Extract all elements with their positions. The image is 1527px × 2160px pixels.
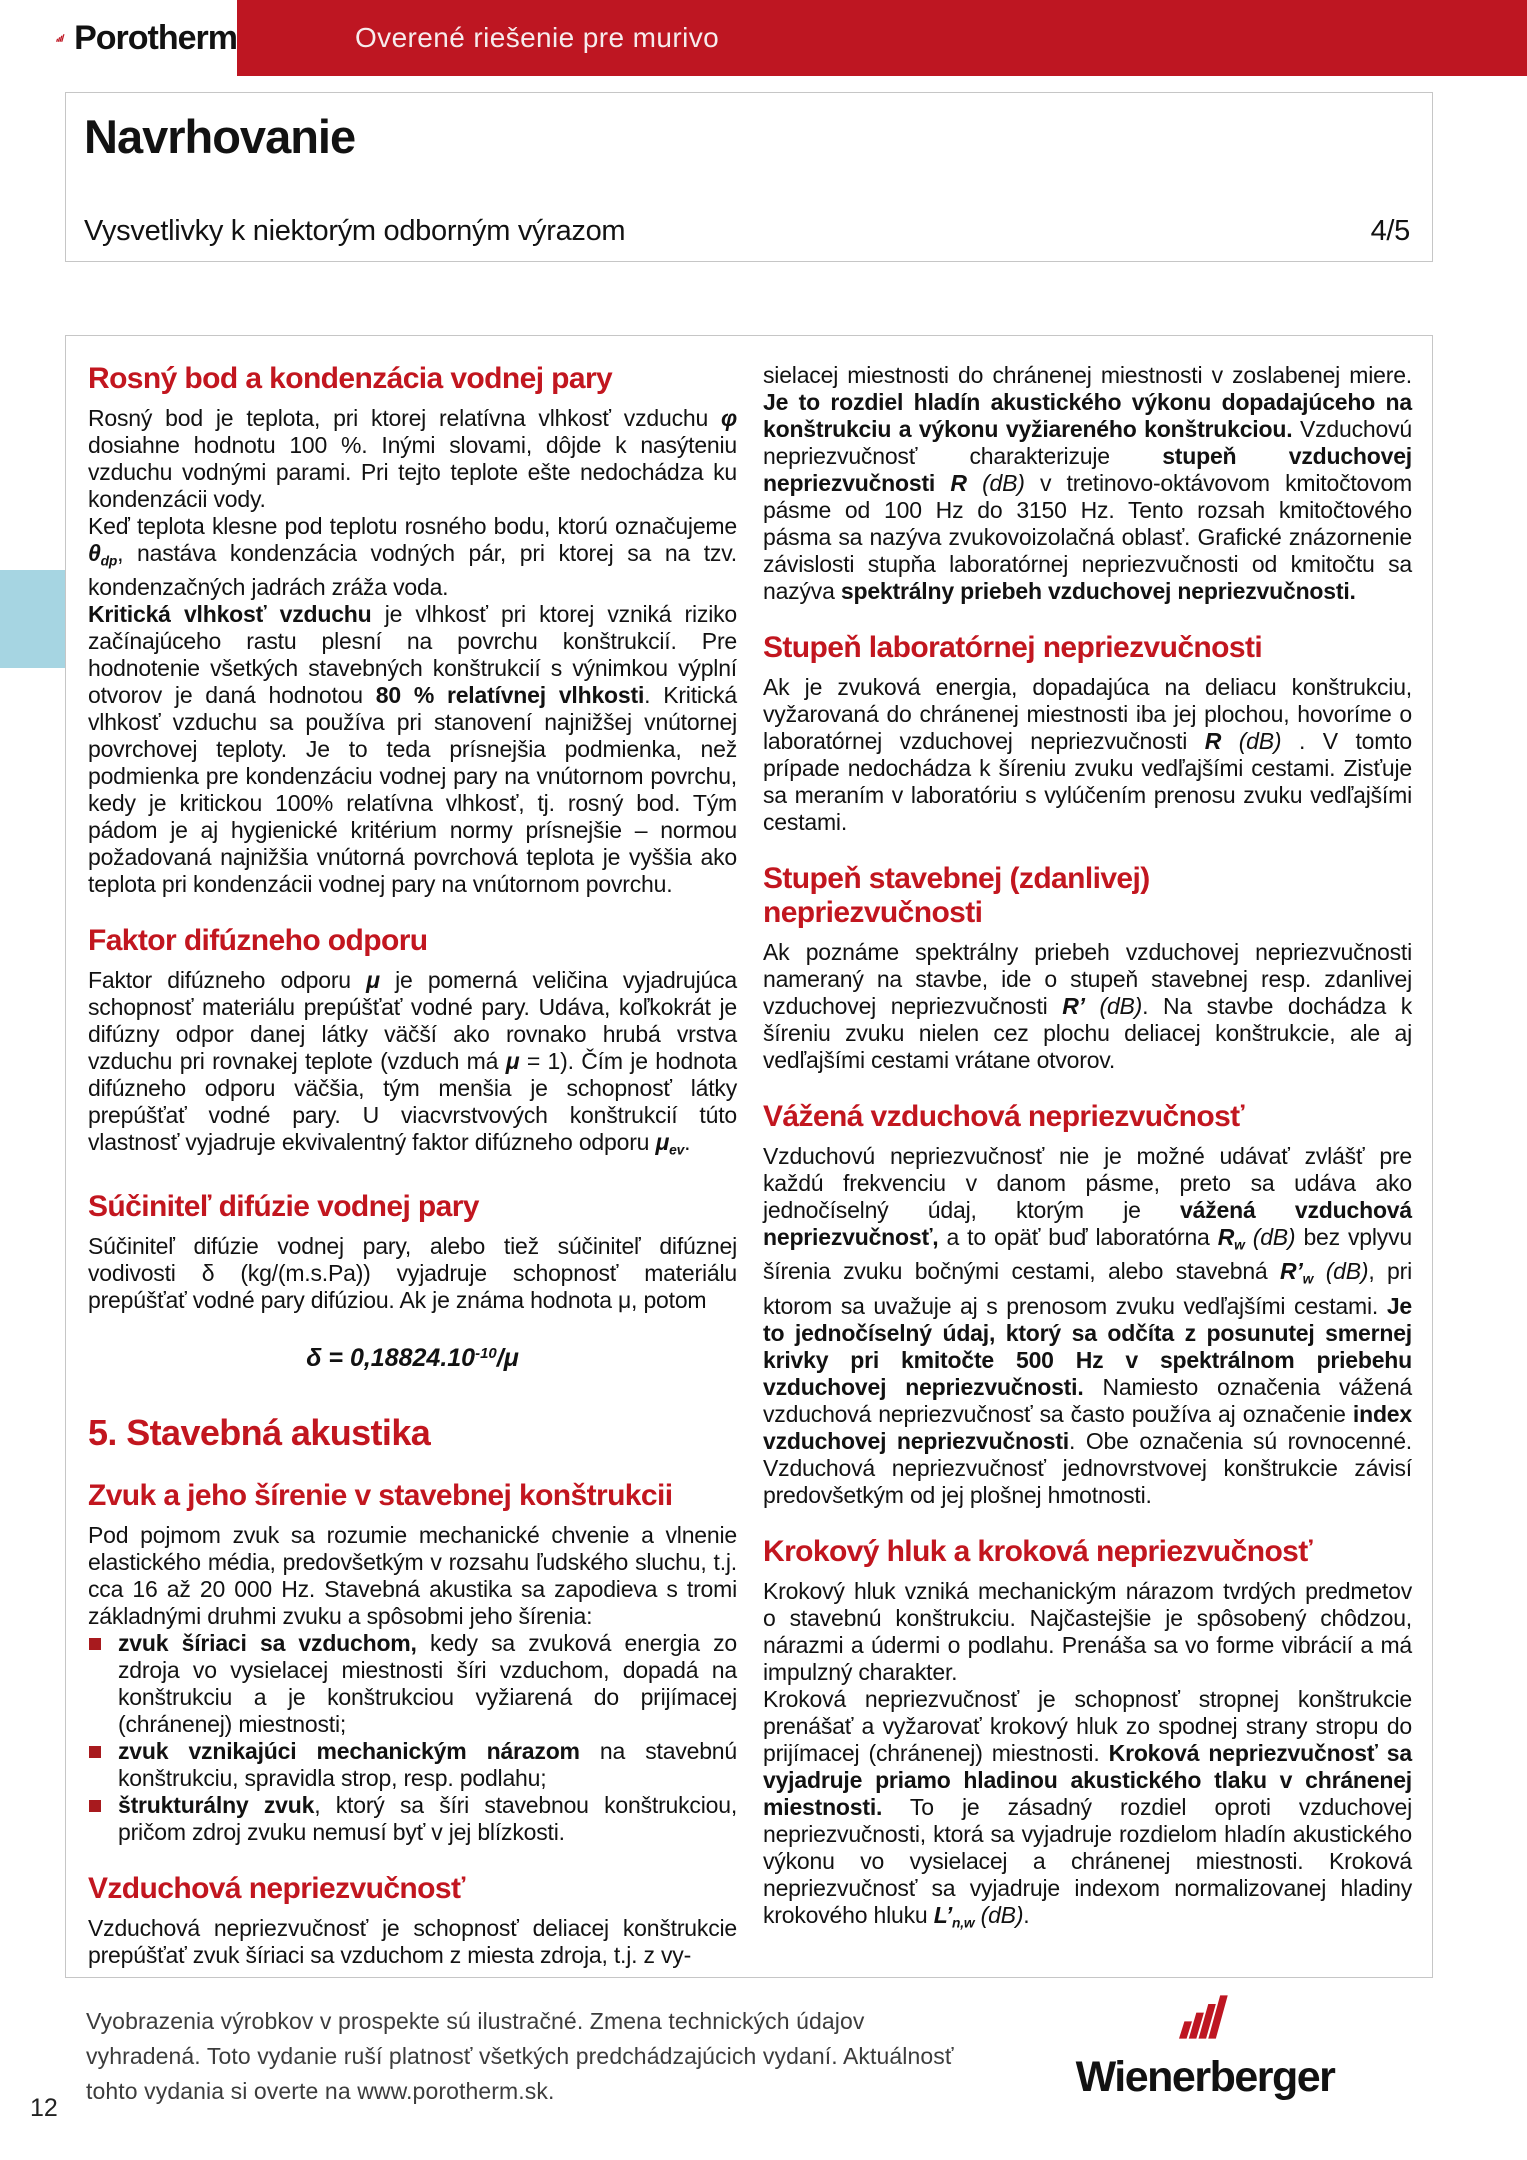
title-block [65, 92, 1433, 262]
paragraph: Vzduchová nepriezvučnosť je schopnosť deliacej konštrukcie prepúšťať zvuk šíriaci sa vzduchom z miesta zdroja, t.j. z vy- [88, 1914, 737, 1968]
porotherm-logo-text: Porotherm [74, 18, 237, 57]
section-heading-weighted-insulation: Vážená vzduchová nepriezvučnosť [763, 1100, 1244, 1133]
page-indicator: 4/5 [1370, 215, 1410, 247]
subtitle-row [84, 215, 1410, 248]
bullet-square-icon [89, 1746, 101, 1758]
section-heading-apparent-insulation: Stupeň stavebnej (zdanlivej) nepriezvučnosti [763, 862, 1150, 929]
bullet-square-icon [89, 1800, 101, 1812]
paragraph: Krokový hluk vzniká mechanickým nárazom tvrdých predmetov o stavebnú konštrukciu. Najčastejšie je spôsobený chôdzou, nárazmi a údermi o podlahu. Prenáša sa vo forme vibrácií a má impulzný charakter. [763, 1577, 1412, 1685]
formula: $\delta = 0,18824.10^{-10}/\mu$ [306, 1343, 519, 1372]
section-heading-airborne-insulation: Vzduchová nepriezvučnosť [88, 1871, 465, 1905]
paragraph: Kroková nepriezvučnosť je schopnosť stropnej konštrukcie prenášať a vyžarovať krokový hluk zo spodnej strany stropu do prijímacej (chránenej) miestnosti. Kroková nepriezvučnosť sa vyjadruje priamo hladinou akustického tlaku v chránenej miestnosti. To je zásadný rozdiel oproti vzduchovej nepriezvučnosti, ktorá sa vyjadruje rozdielom hladín akustického výkonu vo vysielacej a chránenej miestnosti. Kroková nepriezvučnosť sa vyjadruje indexom normalizovanej hladiny krokového hluku L’n,w (dB). [763, 1685, 1412, 1931]
left-column [88, 358, 738, 1968]
bullet-square-icon [89, 1638, 101, 1650]
chapter-heading-acoustics: 5. Stavebná akustika [88, 1411, 431, 1453]
paragraph: Keď teplota klesne pod teplotu rosného bodu, ktorú označujeme θdp, nastáva kondenzácia vodných pár, pri ktorej sa na tzv. kondenzačných jadrách zráža voda. [88, 513, 737, 601]
header-banner [237, 0, 1527, 76]
header-tagline: Overené riešenie pre murivo [355, 22, 720, 53]
section-heading-diffusion-factor: Faktor difúzneho odporu [88, 924, 428, 958]
right-column [763, 358, 1412, 1959]
wienerberger-logo [1040, 1988, 1370, 2102]
paragraph: Faktor difúzneho odporu μ je pomerná veličina vyjadrujúca schopnosť materiálu prepúšťať vodné pary. Udáva, koľkokrát je difúzny odpor danej látky väčší ako rovnako hrubá vrstva vzduchu pri rovnakej teplote (vzduch má μ = 1). Čím je hodnota difúzneho odporu väčšia, tým menšia je schopnosť látky prepúšťať vodné pary. U viacvrstvových konštrukcií túto vlastnosť vyjadruje ekvivalentný faktor difúzneho odporu μev. [88, 967, 737, 1158]
section-heading-lab-insulation: Stupeň laboratórnej nepriezvučnosti [763, 631, 1263, 664]
paragraph: Kritická vlhkosť vzduchu je vlhkosť pri ktorej vzniká riziko začínajúceho rastu plesní na povrchu konštrukcií. Pre hodnotenie všetkých stavebných konštrukcií s výnimkou výplní otvorov je daná hodnotou 80 % relatívnej vlhkosti. Kritická vlhkosť vzduchu sa používa pri stanovení najnižšej vnútornej povrchovej teploty. Je to teda prísnejšia podmienka, než podmienka pre kondenzáciu vodnej pary na vnútornom povrchu, kedy je kritickou 100% relatívna vlhkosť, tj. rosný bod. Tým pádom je aj hygienické kritérium normy prísnejšie – normou požadovaná najnižšia vnútorná povrchová teplota je vyššia ako teplota pri kondenzácii vodnej pary na vnútornom povrchu. [88, 601, 738, 898]
section-heading-sound-propagation: Zvuk a jeho šírenie v stavebnej konštrukcii [88, 1478, 673, 1512]
porotherm-flame-icon [56, 17, 65, 59]
page-number: 12 [30, 2094, 58, 2122]
paragraph: Ak je zvuková energia, dopadajúca na deliacu konštrukciu, vyžarovaná do chránenej miestnosti iba jej plochou, hovoríme o laboratórnej vzduchovej nepriezvučnosti R (dB) . V tomto prípade nedochádza k šíreniu zvuku vedľajšími cestami. Zisťuje sa meraním v laboratóriu s vylúčením prenosu zvuku vedľajšími cestami. [763, 674, 1412, 835]
section-heading-diffusion-coefficient: Súčiniteľ difúzie vodnej pary [88, 1189, 479, 1223]
paragraph: Súčiniteľ difúzie vodnej pary, alebo tiež súčiniteľ difúznej vodivosti δ (kg/(m.s.Pa)) vyjadruje schopnosť materiálu prepúšťať vodné pary difúziou. Ak je známa hodnota μ, potom [88, 1232, 737, 1313]
page-subtitle: Vysvetlivky k niektorým odborným výrazom [84, 215, 626, 247]
wienerberger-logo-text: Wienerberger [1075, 2053, 1335, 2101]
bullet-item: štrukturálny zvuk, ktorý sa šíri stavebnou konštrukciou, pričom zdroj zvuku nemusí byť v jej blízkosti. [88, 1792, 737, 1846]
paragraph-continuation: sielacej miestnosti do chránenej miestnosti v zoslabenej miere. Je to rozdiel hladín akustického výkonu dopadajúceho na konštrukciu a výkonu vyžiareného konštrukciou. Vzduchovú nepriezvučnosť charakterizuje stupeň vzduchovej nepriezvučnosti R (dB) v tretinovo-oktávovom kmitočtovom pásme od 100 Hz do 3150 Hz. Tento rozsah kmitočtového pásma sa nazýva zvukovoizolačná oblasť. Grafické znázornenie závislosti stupňa laboratórnej nepriezvučnosti od kmitočtu sa nazýva spektrálny priebeh vzduchovej nepriezvučnosti. [763, 362, 1412, 604]
bullet-item: zvuk šíriaci sa vzduchom, kedy sa zvuková energia zo zdroja vo vysielacej miestnosti šíri vzduchom, dopadá na konštrukciu a je konštrukciou vyžiarená do prijímacej (chránenej) miestnosti; [88, 1630, 737, 1738]
footer-disclaimer: Vyobrazenia výrobkov v prospekte sú ilustračné. Zmena technických údajov vyhradená. Toto vydanie ruší platnosť všetkých predchádzajúcich vydaní. Aktuálnosť tohto vydania si overte na www.porotherm.sk. [86, 2008, 954, 2104]
section-heading-dew-point: Rosný bod a kondenzácia vodnej pary [88, 362, 613, 395]
wienerberger-flame-icon [1179, 1988, 1231, 2046]
porotherm-logo [0, 0, 237, 76]
content-box [65, 335, 1433, 1978]
page-title: Navrhovanie [84, 110, 356, 163]
paragraph: Vzduchovú nepriezvučnosť nie je možné udávať zvlášť pre každú frekvenciu v danom pásme, preto sa udáva ako jednočíselný údaj, ktorým je vážená vzduchová nepriezvučnosť, a to opäť buď laboratórna Rw (dB) bez vplyvu šírenia zvuku bočnými cestami, alebo stavebná R’w (dB), pri ktorom sa uvažuje aj s prenosom zvuku vedľajšími cestami. Je to jednočíselný údaj, ktorý sa odčíta z posunutej smernej krivky pri kmitočte 500 Hz v spektrálnom priebehu vzduchovej nepriezvučnosti. Namiesto označenia vážená vzduchová nepriezvučnosť sa často používa aj označenie index vzduchovej nepriezvučnosti. Obe označenia sú rovnocenné. Vzduchová nepriezvučnosť jednovrstvovej konštrukcie závisí predovšetkým od jej plošnej hmotnosti. [763, 1143, 1412, 1508]
section-heading-impact-noise: Krokový hluk a kroková nepriezvučnosť [763, 1534, 1313, 1568]
paragraph: Rosný bod je teplota, pri ktorej relatívna vlhkosť vzduchu φ dosiahne hodnotu 100 %. Inými slovami, dôjde k nasýteniu vzduchu vodnými parami. Pri tejto teplote ešte nedochádza ku kondenzácii vody. [88, 405, 737, 512]
paragraph: Pod pojmom zvuk sa rozumie mechanické chvenie a vlnenie elastického média, predovšetkým v rozsahu ľudského sluchu, t.j. cca 16 až 20 000 Hz. Stavebná akustika sa zapodieva s tromi základnými druhmi zvuku a spôsobmi jeho šírenia: [88, 1521, 737, 1629]
bullet-list [88, 1630, 737, 1846]
bullet-item: zvuk vznikajúci mechanickým nárazom na stavebnú konštrukciu, spravidla strop, resp. podlahu; [88, 1738, 737, 1792]
paragraph: Ak poznáme spektrálny priebeh vzduchovej nepriezvučnosti nameraný na stavbe, ide o stupeň stavebnej resp. zdanlivej vzduchovej nepriezvučnosti R’ (dB). Na stavbe dochádza k šíreniu zvuku nielen cez plochu deliacej konštrukcie, ale aj vedľajšími cestami vrátane otvorov. [763, 939, 1413, 1073]
